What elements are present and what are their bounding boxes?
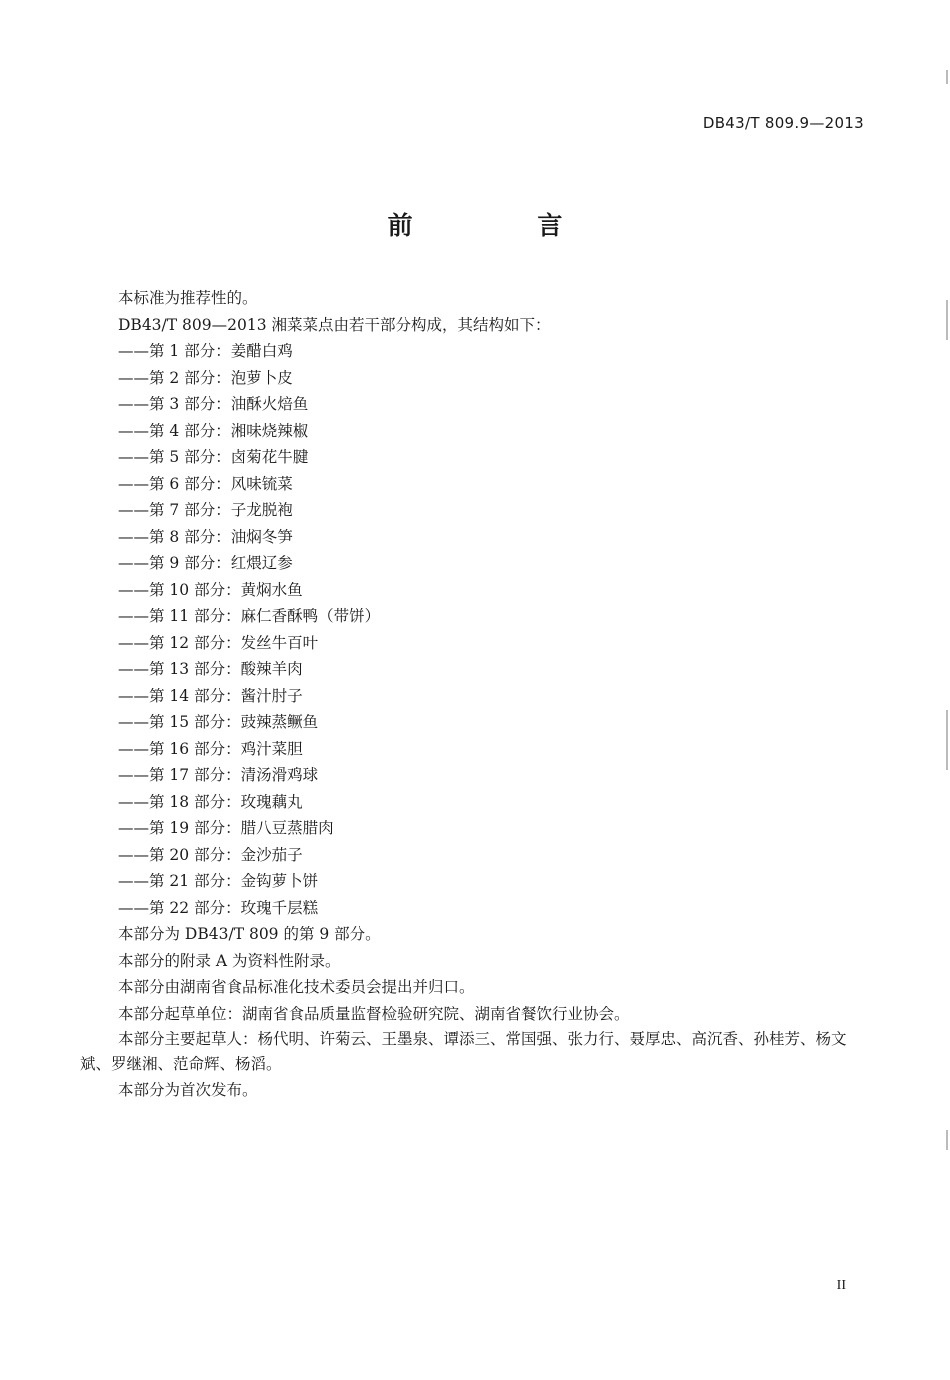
list-item: ——第 5 部分：卤菊花牛腱 — [118, 448, 309, 466]
list-item: ——第 3 部分：油酥火焙鱼 — [118, 395, 309, 413]
list-item: ——第 22 部分：玫瑰千层糕 — [118, 898, 319, 917]
paragraph-drafting-units: 本部分起草单位：湖南省食品质量监督检验研究院、湖南省餐饮行业协会。 — [118, 1004, 630, 1023]
foreword-body — [80, 285, 870, 1104]
paragraph-proposer: 本部分由湖南省食品标准化技术委员会提出并归口。 — [118, 978, 475, 996]
paragraph-appendix: 本部分的附录 A 为资料性附录。 — [118, 951, 341, 970]
list-item: ——第 21 部分：金钩萝卜饼 — [118, 872, 319, 890]
page-number: II — [836, 1278, 846, 1293]
list-item: ——第 7 部分：子龙脱袍 — [118, 501, 293, 519]
list-item: ——第 4 部分：湘味烧辣椒 — [118, 421, 309, 440]
scan-edge-mark — [946, 70, 948, 84]
list-item: ——第 10 部分：黄焖水鱼 — [118, 580, 303, 599]
list-item: ——第 16 部分：鸡汁菜胆 — [118, 739, 303, 758]
document-code: DB43/T 809.9—2013 — [702, 114, 864, 132]
list-item: ——第 6 部分：风味锍菜 — [118, 474, 293, 493]
scan-edge-mark — [946, 710, 948, 770]
list-item: ——第 20 部分：金沙茄子 — [118, 845, 303, 864]
list-item: ——第 13 部分：酸辣羊肉 — [118, 660, 303, 678]
list-item: ——第 14 部分：酱汁肘子 — [118, 686, 303, 705]
list-item: ——第 12 部分：发丝牛百叶 — [118, 633, 319, 652]
scan-edge-mark — [946, 300, 948, 340]
paragraph-part-number: 本部分为 DB43/T 809 的第 9 部分。 — [118, 925, 381, 943]
scan-edge-mark — [946, 1130, 948, 1150]
paragraph-structure-intro: DB43/T 809—2013 湘菜菜点由若干部分构成，其结构如下： — [118, 315, 551, 334]
paragraph-drafters: 本部分主要起草人：杨代明、许菊云、王墨泉、谭添三、常国强、张力行、聂厚忠、高沉香、孙桂芳、杨文斌、罗继湘、范命辉、杨滔。 — [80, 1030, 847, 1073]
list-item: ——第 18 部分：玫瑰藕丸 — [118, 792, 303, 811]
paragraph-recommendation: 本标准为推荐性的。 — [118, 289, 258, 307]
list-item: ——第 19 部分：腊八豆蒸腊肉 — [118, 819, 334, 837]
list-item: ——第 8 部分：油焖冬笋 — [118, 527, 293, 546]
list-item: ——第 17 部分：清汤滑鸡球 — [118, 766, 319, 784]
list-item: ——第 15 部分：豉辣蒸鳜鱼 — [118, 713, 319, 731]
list-item: ——第 11 部分：麻仁香酥鸭（带饼） — [118, 607, 381, 625]
list-item: ——第 9 部分：红煨辽参 — [118, 554, 293, 572]
list-item: ——第 2 部分：泡萝卜皮 — [118, 368, 293, 387]
page-title: 前 言 — [387, 211, 621, 240]
list-item: ——第 1 部分：姜醋白鸡 — [118, 342, 293, 360]
parts-list — [80, 338, 870, 921]
paragraph-first-release: 本部分为首次发布。 — [118, 1081, 258, 1099]
